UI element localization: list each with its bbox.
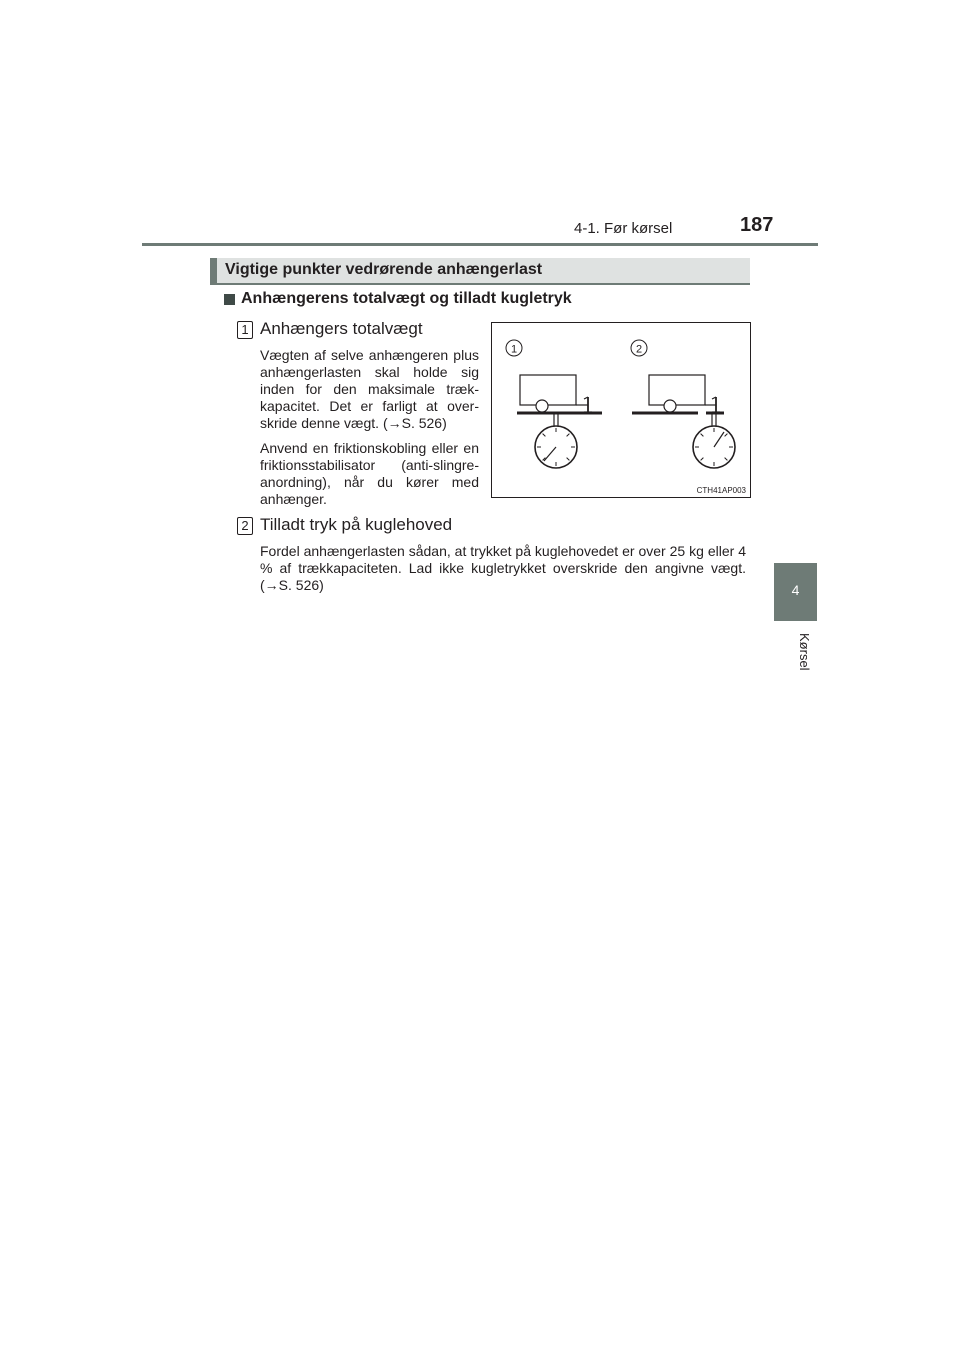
callout-1	[506, 340, 522, 356]
chapter-tab	[774, 563, 817, 621]
callout-2-label: 2	[635, 343, 643, 356]
callout-2	[631, 340, 647, 356]
subheading: Anhængerens totalvægt og tilladt kugletryk	[241, 290, 572, 307]
hitch-scale-icon	[632, 375, 735, 468]
item-1-paragraph-2: Anvend en friktionskobling eller en friktionsstabilisator (anti-slingre-anordning), når du kører med anhænger.	[260, 440, 479, 507]
item-number-1: 1	[237, 321, 253, 339]
item-1-paragraph-1: Vægten af selve anhængeren plus anhængerlasten skal holde sig inden for den maksimale træk-kapacitet. Det er farligt at over-skride denne vægt. (→S. 526)	[260, 347, 479, 431]
callout-1-label: 1	[510, 343, 518, 356]
chapter-number: 4	[791, 582, 800, 598]
item-title-2: Tilladt tryk på kuglehoved	[260, 515, 453, 534]
item-number-2: 2	[237, 517, 253, 535]
item-title-1: Anhængers totalvægt	[260, 319, 423, 338]
page-number: 187	[740, 214, 774, 236]
running-header-section: 4-1. Før kørsel	[574, 220, 673, 237]
square-bullet-icon	[224, 294, 235, 305]
section-title-underline	[210, 283, 750, 285]
header-divider	[142, 243, 818, 246]
item-2-paragraph-1: Fordel anhængerlasten sådan, at trykket på kuglehovedet er over 25 kg eller 4 % af trækkapaciteten. Lad ikke kugletrykket overskride den angivne vægt. (→S. 526)	[260, 543, 746, 593]
trailer-weight-figure	[491, 322, 751, 498]
section-title-accent	[210, 258, 217, 284]
section-title: Vigtige punkter vedrørende anhængerlast	[225, 261, 543, 278]
trailer-weight-illustration	[492, 323, 750, 497]
figure-code: CTH41AP003	[696, 486, 746, 495]
trailer-scale-icon	[517, 375, 602, 468]
chapter-label: Kørsel	[797, 633, 812, 671]
